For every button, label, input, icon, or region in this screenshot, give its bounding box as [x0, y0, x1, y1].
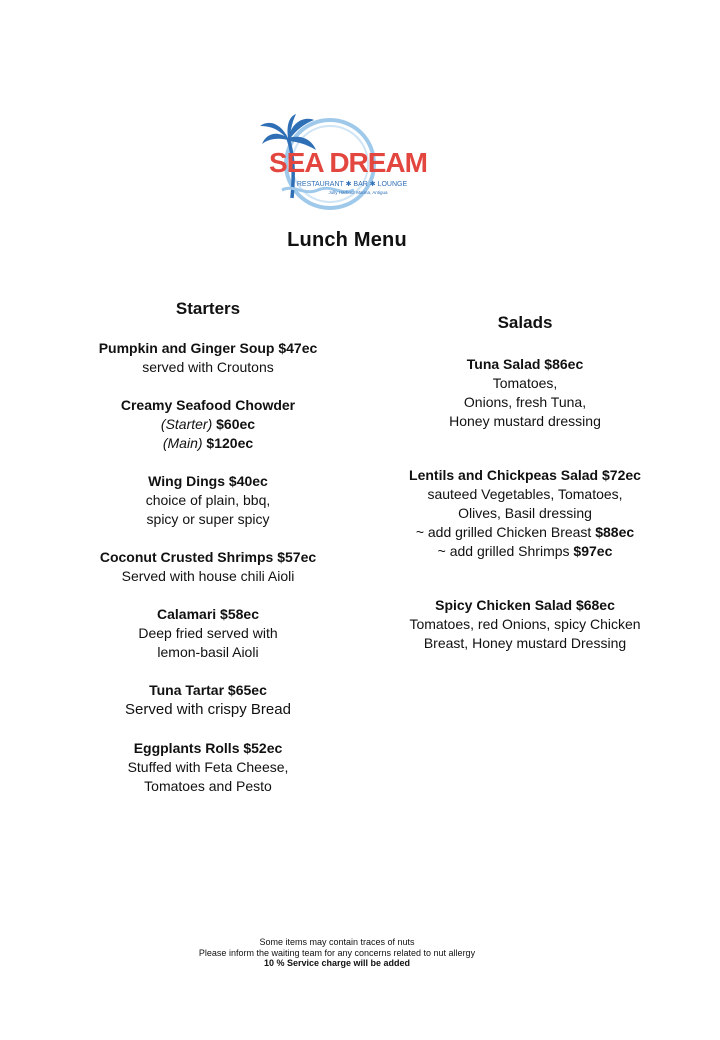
menu-item	[380, 355, 670, 431]
item-variant	[64, 415, 352, 434]
item-name: Coconut Crusted Shrimps $57ec	[99, 549, 317, 565]
menu-item	[64, 548, 352, 586]
starters-heading: Starters	[175, 299, 241, 318]
addon-text: ~ add grilled Chicken Breast	[415, 524, 592, 540]
item-description: Honey mustard dressing	[449, 413, 601, 429]
service-charge-notice: 10 % Service charge will be added	[263, 958, 411, 968]
variant-label: (Starter)	[160, 416, 213, 432]
variant-price: $60ec	[216, 416, 256, 432]
menu-item	[64, 339, 352, 377]
starters-section	[64, 298, 352, 815]
menu-item	[64, 681, 352, 720]
item-description: served with Croutons	[142, 359, 274, 375]
menu-title: Lunch Menu	[287, 229, 407, 251]
item-name: Eggplants Rolls $52ec	[133, 740, 283, 756]
item-description: Tomatoes and Pesto	[144, 778, 272, 794]
item-description: Tomatoes, red Onions, spicy Chicken	[409, 616, 641, 632]
logo-name: SEA DREAM	[269, 147, 427, 178]
item-description: Served with crispy Bread	[125, 701, 291, 718]
menu-item	[64, 472, 352, 529]
item-description: Onions, fresh Tuna,	[463, 394, 587, 410]
item-name: Calamari $58ec	[157, 606, 259, 622]
salads-section	[380, 312, 670, 688]
sea-dream-logo-graphic	[258, 112, 427, 212]
salads-heading: Salads	[497, 313, 553, 332]
addon-price: $97ec	[573, 543, 613, 559]
item-name: Pumpkin and Ginger Soup $47ec	[98, 340, 318, 356]
variant-price: $120ec	[206, 435, 254, 451]
item-description: Served with house chili Aioli	[121, 568, 295, 584]
nut-warning: Some items may contain traces of nuts	[259, 937, 415, 947]
logo-tagline: RESTAURANT ✱ BAR ✱ LOUNGE	[296, 181, 408, 188]
logo-location: Jolly Harbour Marina, Antigua	[328, 190, 388, 195]
item-description: lemon-basil Aioli	[157, 644, 259, 660]
item-name: Tuna Salad $86ec	[466, 356, 584, 372]
menu-item	[64, 396, 352, 453]
menu-item	[380, 466, 670, 561]
item-description: Tomatoes,	[492, 375, 558, 391]
item-description: Deep fried served with	[138, 625, 278, 641]
item-name: Tuna Tartar $65ec	[149, 682, 267, 698]
item-name: Spicy Chicken Salad $68ec	[435, 597, 615, 613]
item-description: Breast, Honey mustard Dressing	[423, 635, 627, 651]
item-description: Stuffed with Feta Cheese,	[127, 759, 289, 775]
item-name: Lentils and Chickpeas Salad $72ec	[409, 467, 641, 483]
item-name: Wing Dings $40ec	[148, 473, 268, 489]
addon-price: $88ec	[595, 524, 635, 540]
item-description: sauteed Vegetables, Tomatoes,	[427, 486, 623, 502]
menu-footer	[0, 937, 674, 969]
restaurant-logo	[258, 112, 427, 212]
item-description: Olives, Basil dressing	[458, 505, 592, 521]
addon-text: ~ add grilled Shrimps	[437, 543, 570, 559]
item-addon	[380, 523, 670, 542]
item-name: Creamy Seafood Chowder	[120, 397, 296, 413]
item-description: spicy or super spicy	[146, 511, 270, 527]
menu-item	[380, 596, 670, 653]
item-addon	[380, 542, 670, 561]
menu-item	[64, 605, 352, 662]
item-description: choice of plain, bbq,	[145, 492, 271, 508]
allergy-notice: Please inform the waiting team for any concerns related to nut allergy	[198, 947, 476, 958]
item-variant	[64, 434, 352, 453]
variant-label: (Main)	[162, 435, 203, 451]
menu-item	[64, 739, 352, 796]
